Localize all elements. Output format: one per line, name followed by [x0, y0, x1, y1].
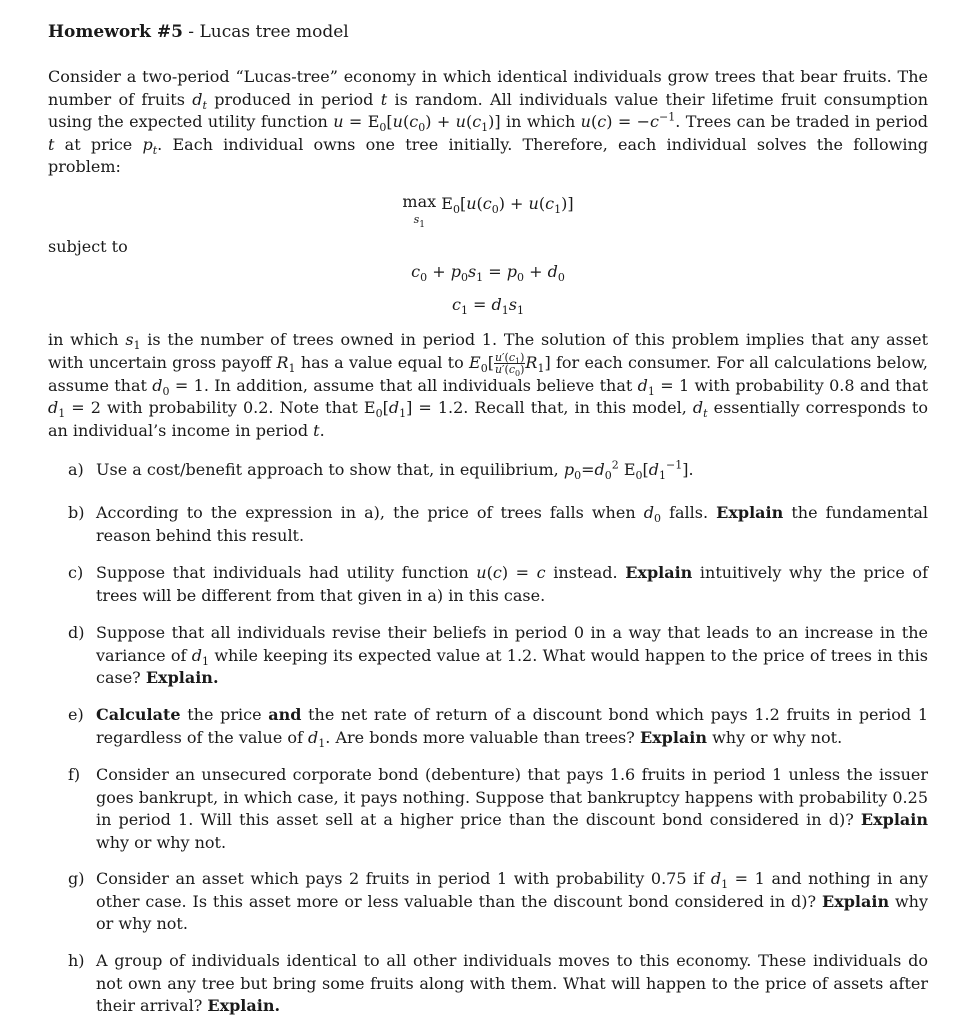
question-b: b) According to the expression in a), the price of trees falls when $d_0$ falls. Explain the fundamental reason behind this result.	[68, 503, 928, 545]
question-d: d) Suppose that all individuals revise their beliefs in period 0 in a way that leads to an increase in the variance of $d_1$ while keeping its expected value at 1.2. What would happen to the price of trees in this case? Explain.	[68, 623, 928, 687]
question-h: h) A group of individuals identical to all other individuals moves to this economy. These individuals do not own any tree but bring some fruits along with them. What will happen to the price of assets after their arrival? Explain.	[68, 951, 928, 1015]
title-separator: -	[182, 22, 200, 42]
question-g: g) Consider an asset which pays 2 fruits in period 1 with probability 0.75 if $d_1 = 1$ and nothing in any other case. Is this asset more or less valuable than the discount bond considered in d)? Explain why or why not.	[68, 869, 929, 933]
question-c: c) Suppose that individuals had utility function u(c) = c instead. Explain intuitively why the price of trees will be different from that given in a) in this case.	[68, 563, 928, 605]
budget-constraint-1: $c_1 = d_1s_1$	[451, 295, 524, 318]
subject-to-label: subject to	[48, 237, 128, 256]
budget-constraint-0: $c_0 + p_0s_1 = p_0 + d_0$	[411, 262, 565, 285]
question-f: f) Consider an unsecured corporate bond (debenture) that pays 1.6 fruits in period 1 unless the issuer goes bankrupt, in which case, it pays nothing. Suppose that bankruptcy happens with probability 0.25 in period 1. Will this asset sell at a higher price than the discount bond considered in d)? Explain why or why not.	[68, 765, 928, 852]
homework-topic: Lucas tree model	[199, 22, 349, 42]
page-title	[48, 18, 928, 46]
homework-page	[48, 18, 929, 1015]
question-a: a) Use a cost/benefit approach to show that, in equilibrium, $p_0=d_0^2$ $E_0[d_1^{-1}]$.	[68, 458, 694, 483]
assumptions-paragraph: in which $s_1$ is the number of trees owned in period 1. The solution of this problem implies that any asset with uncertain gross payoff $R_1$ has a value equal to $E_0$[ $\frac{u'(c_1)}{u'(c_0)}$ $R_1$] for each consumer. For all calculations below, assume that $d_0 = 1$. In addition, assume that all individuals believe that $d_1 = 1$ with probability 0.8 and that $d_1 = 2$ with probability 0.2. Note that $E_0[d_1] = 1.2$. Recall that, in this model, $d_t$ essentially corresponds to an individual’s income in period t.	[48, 330, 929, 440]
intro-paragraph: Consider a two-period “Lucas-tree” economy in which identical individuals grow trees that bear fruits. The number of fruits $d_t$ produced in period t is random. All individuals value their lifetime fruit consumption using the expected utility function $u = E_0[u(c_0) + u(c_1)]$ in which $u(c) = -c^{-1}$. Trees can be traded in period t at price $p_t$. Each individual owns one tree initially. Therefore, each individual solves the following problem:	[48, 67, 928, 176]
question-e: e) Calculate the price and the net rate of return of a discount bond which pays 1.2 fruits in period 1 regardless of the value of $d_1$. Are bonds more valuable than trees? Explain why or why not.	[68, 705, 929, 750]
objective-equation: max $s_1$ $E_0[u(c_0) + u(c_1)]$	[402, 192, 574, 231]
homework-number: Homework #5	[48, 22, 183, 42]
